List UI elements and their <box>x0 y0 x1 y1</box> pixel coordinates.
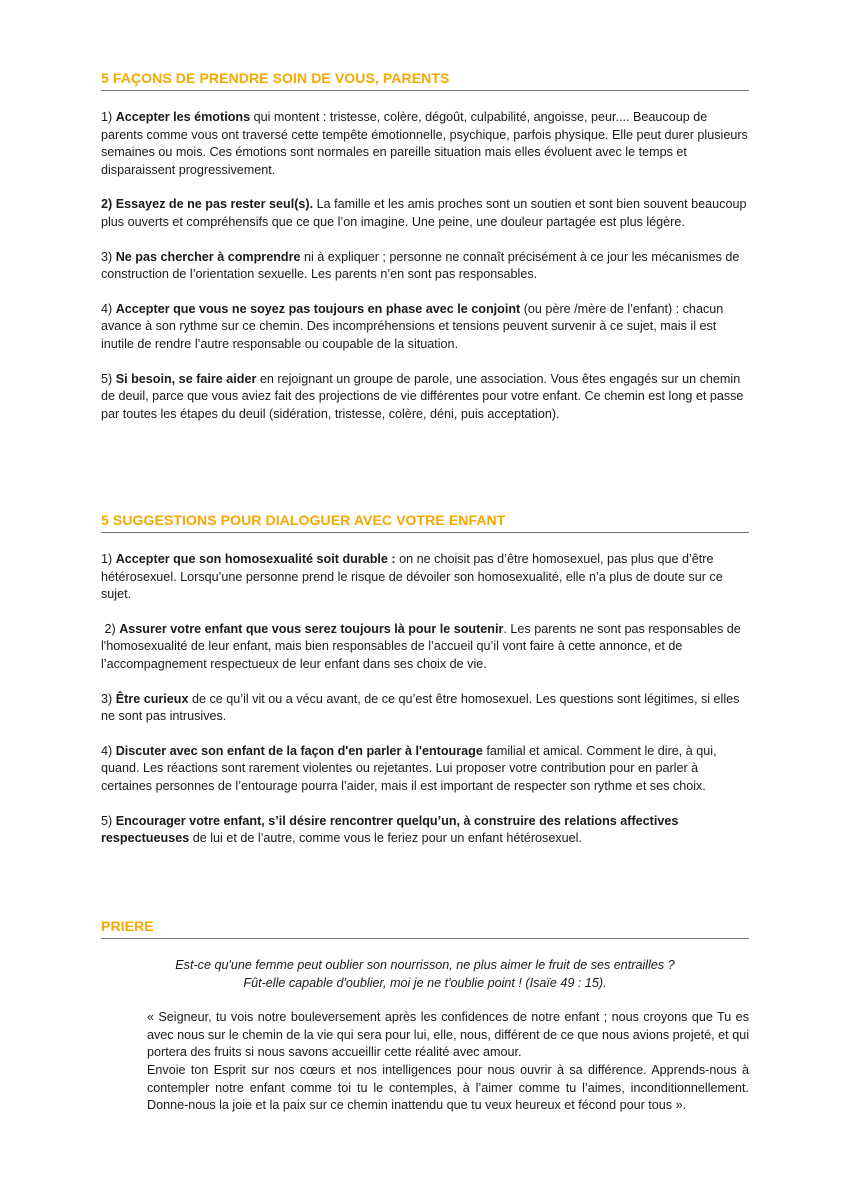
item-emphasis: Accepter que son homosexualité soit durable : <box>115 552 396 566</box>
item-text: de lui et de l’autre, comme vous le feriez pour un enfant hétérosexuel. <box>189 831 582 846</box>
item-emphasis: Si besoin, se faire aider <box>115 371 257 386</box>
care-item-1 <box>101 109 749 179</box>
quote-line-2: Fût-elle capable d'oublier, moi je ne t'oublie point ! (Isaïe 49 : 15). <box>243 975 607 990</box>
item-number: 1) <box>101 552 116 566</box>
item-text: ni à expliquer ; personne ne connaît précisément à ce jour les mécanismes de construction de l’orientation sexuelle. Les parents n’en sont pas responsables. <box>101 249 740 282</box>
section-heading: 5 SUGGESTIONS POUR DIALOGUER AVEC VOTRE ENFANT <box>101 512 749 533</box>
care-item-2 <box>101 196 749 231</box>
care-item-4 <box>101 301 749 354</box>
item-number: 5) <box>101 813 116 828</box>
dialogue-item-2 <box>101 621 749 674</box>
item-text: de ce qu’il vit ou a vécu avant, de ce qu’est être homosexuel. Les questions sont légitimes, si elles ne sont pas intrusives. <box>101 691 740 724</box>
item-emphasis: Essayez de ne pas rester seul(s). <box>115 197 314 212</box>
dialogue-item-1 <box>101 551 749 604</box>
item-number: 1) <box>101 110 116 124</box>
item-emphasis: Encourager votre enfant, s’il désire rencontrer quelqu’un, à construire des relations affectives respectueuses <box>101 813 679 846</box>
quote-line-1: Est-ce qu'une femme peut oublier son nourrisson, ne plus aimer le fruit de ses entrailles ? <box>175 958 675 972</box>
item-number: 3) <box>101 249 116 264</box>
item-text: . Les parents ne sont pas responsables de l'homosexualité de leur enfant, mais bien responsables de l’accueil qu’il vont faire à cette annonce, et de l’accompagnement respectueux de leur enfant dans ses choix de vie. <box>101 621 745 671</box>
section-prayer <box>101 918 749 1115</box>
dialogue-item-4 <box>101 743 749 796</box>
dialogue-item-3 <box>101 691 749 726</box>
item-text: La famille et les amis proches sont un soutien et sont bien souvent beaucoup plus ouverts et compréhensifs que ce que l’on imagine. Une peine, une douleur partagée est plus légère. <box>101 197 747 229</box>
item-number: 3) <box>101 691 116 706</box>
section-care-for-parents <box>101 70 749 423</box>
item-number: 4) <box>101 301 116 316</box>
item-text: qui montent : tristesse, colère, dégoût, culpabilité, angoisse, peur.... Beaucoup de parents comme vous ont traversé cette tempête émotionnelle, psychique, parfois physique. Elle peut durer plusieurs semaines ou mois. Ces émotions sont normales en pareille situation mais elles évoluent avec le temps et disparaissent progressivement. <box>101 110 748 177</box>
prayer-paragraph-1: « Seigneur, tu vois notre bouleversement après les confidences de notre enfant ; nous croyons que Tu es avec nous sur le chemin de la vie qui sera pour lui, elle, nous, différent de ce que nous avions projeté, et qui portera des fruits si nous savons accueillir cette réalité avec amour. <box>147 1010 749 1060</box>
item-number: 2) <box>101 621 120 636</box>
section-heading: PRIERE <box>101 918 749 939</box>
section-dialogue-suggestions <box>101 512 749 848</box>
care-item-3 <box>101 249 749 284</box>
item-text: familial et amical. Comment le dire, à qui, quand. Les réactions sont rarement violentes ou rejetantes. Lui proposer votre contribution pour en parler à certaines personnes de l’entourage pourra l’aider, mais il est important de respecter son rythme et ses choix. <box>101 743 717 793</box>
item-emphasis: Assurer votre enfant que vous serez toujours là pour le soutenir <box>119 621 504 636</box>
item-emphasis: Être curieux <box>115 691 189 706</box>
prayer-text <box>147 1009 749 1115</box>
item-emphasis: Accepter que vous ne soyez pas toujours en phase avec le conjoint <box>115 301 521 316</box>
item-text: on ne choisit pas d’être homosexuel, pas plus que d’être hétérosexuel. Lorsqu’une personne prend le risque de dévoiler son homosexualité, elle n’a plus de doute sur ce sujet. <box>101 552 723 602</box>
section-heading: 5 FAÇONS DE PRENDRE SOIN DE VOUS, PARENTS <box>101 70 749 91</box>
item-number: 2) <box>101 197 116 212</box>
dialogue-item-5 <box>101 813 749 848</box>
bible-quote <box>101 957 749 992</box>
item-text: (ou père /mère de l’enfant) : chacun avance à son rythme sur ce chemin. Des incompréhensions et tensions peuvent survenir à ce sujet, mais il est inutile de rendre l’autre responsable ou coupable de la situation. <box>101 301 724 351</box>
item-emphasis: Discuter avec son enfant de la façon d'en parler à l'entourage <box>115 743 483 758</box>
item-emphasis: Ne pas chercher à comprendre <box>115 249 301 264</box>
item-number: 4) <box>101 743 116 758</box>
item-number: 5) <box>101 371 116 386</box>
item-text: en rejoignant un groupe de parole, une association. Vous êtes engagés sur un chemin de deuil, parce que vous aviez fait des projections de vie différentes pour votre enfant. Ce chemin est long et passe par toutes les étapes du deuil (sidération, tristesse, colère, déni, puis acceptation). <box>101 371 744 421</box>
item-emphasis: Accepter les émotions <box>115 110 251 124</box>
care-item-5 <box>101 371 749 424</box>
prayer-paragraph-2: Envoie ton Esprit sur nos cœurs et nos intelligences pour nous ouvrir à sa différence. Apprends-nous à contempler notre enfant comme toi tu le contemples, à l’aimer comme tu l’aimes, inconditionnellement. Donne-nous la joie et la paix sur ce chemin inattendu que tu veux heureux et fécond pour tous ». <box>147 1062 749 1113</box>
